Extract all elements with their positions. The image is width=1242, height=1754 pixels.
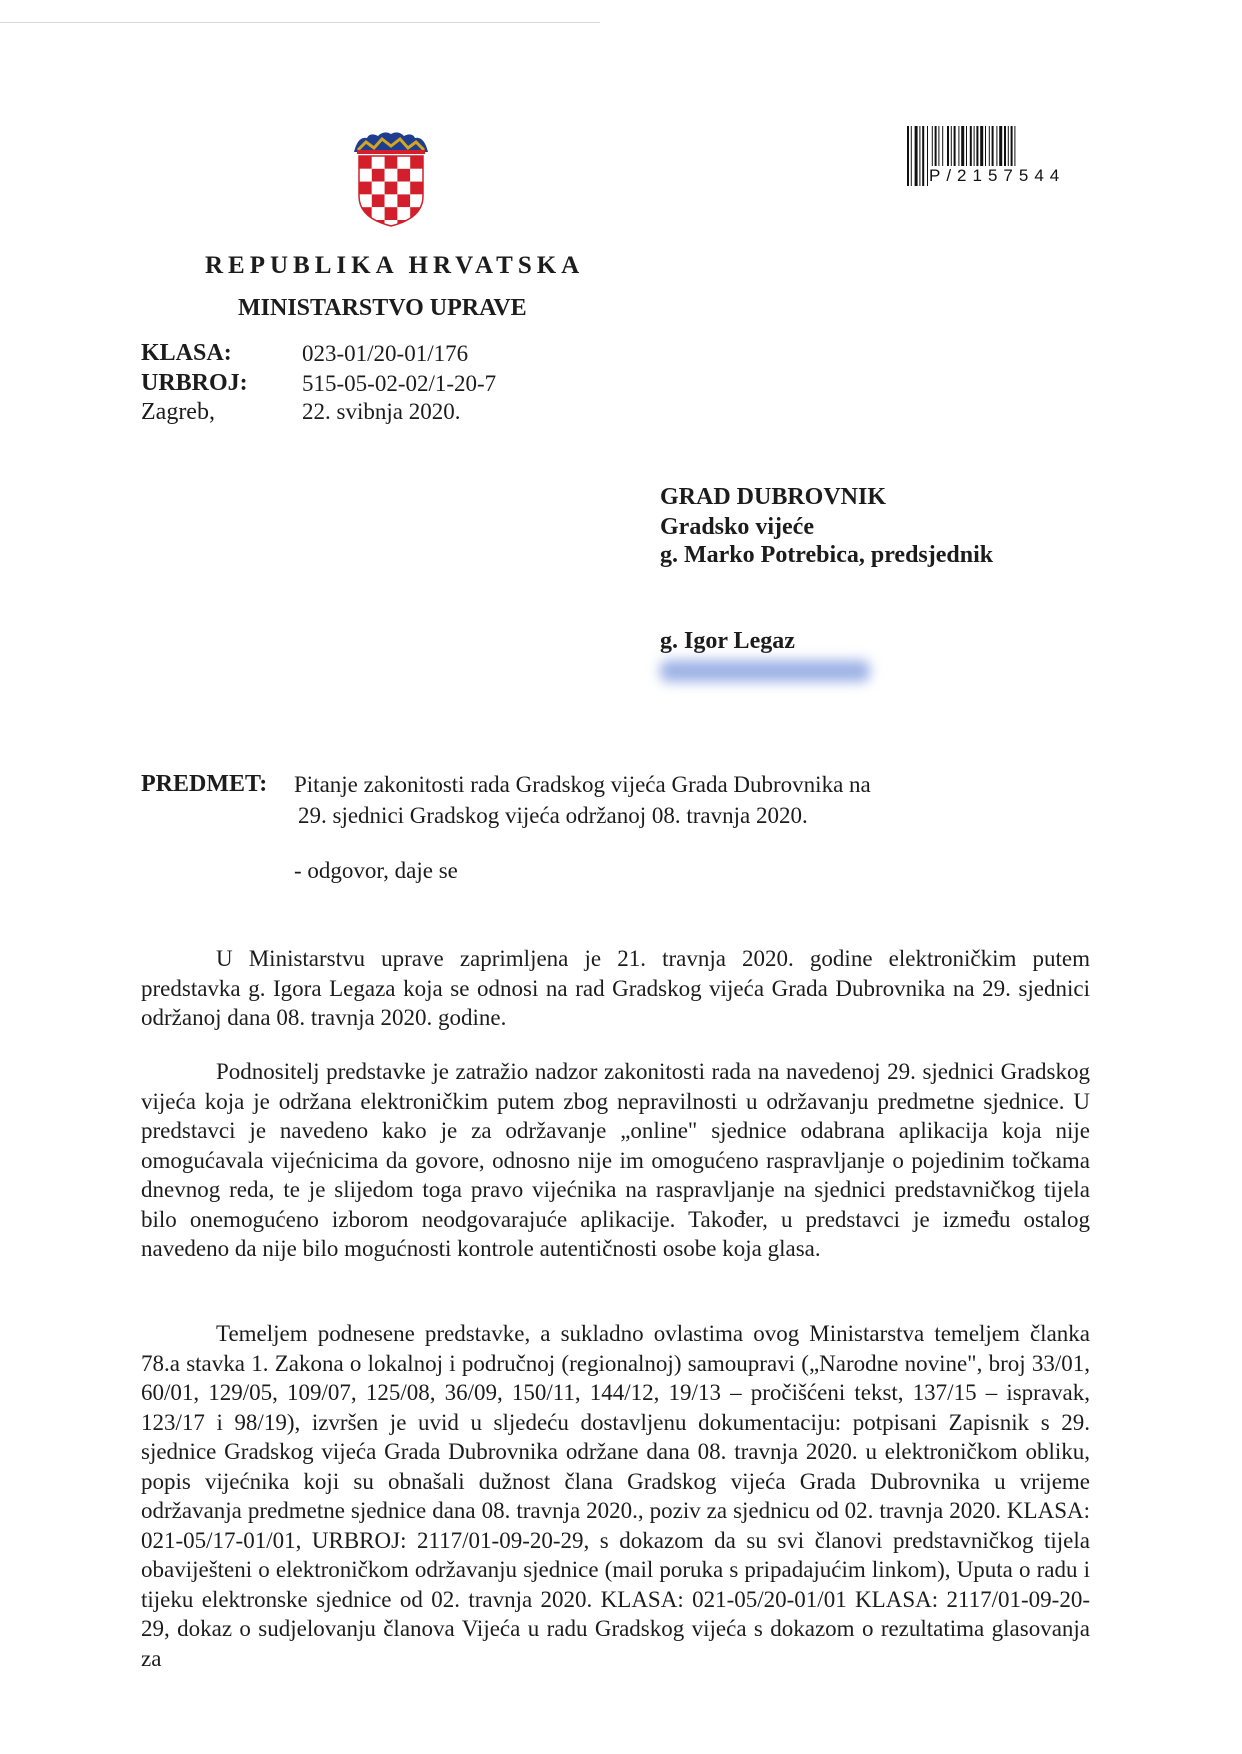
recipient-line-1: GRAD DUBROVNIK [660,484,887,510]
redacted-email [660,660,870,682]
klasa-label: KLASA: [141,340,232,366]
document-barcode [905,126,1119,186]
subject-answer: - odgovor, daje se [294,858,458,883]
urbroj-value: 515-05-02-02/1-20-7 [302,371,497,396]
recipient-line-2: Gradsko vijeće [660,514,814,540]
body-paragraph-3: Temeljem podnesene predstavke, a sukladno ovlastima ovog Ministarstva temeljem članka 78.a stavka 1. Zakona o lokalnoj i područnoj (regionalnoj) samoupravi („Narodne novine", broj 33/01, 60/01, 129/05, 109/07, 125/08, 36/09, 150/11, 144/12, 19/13 – pročišćeni tekst, 137/15 – ispravak, 123/17 i 98/19), izvršen je uvid u sljedeću dostavljenu dokumentaciju: potpisani Zapisnik s 29. sjednice Gradskog vijeća Grada Dubrovnika održane dana 08. travnja 2020. u elektroničkom obliku, popis vijećnika koji su obnašali dužnost člana Gradskog vijeća Grada Dubrovnika u vrijeme održavanja predmetne sjednice dana 08. travnja 2020., poziv za sjednicu od 02. travnja 2020. KLASA: 021-05/17-01/01, URBROJ: 2117/01-09-20-29, s dokazom da su svi članovi predstavničkog tijela obaviješteni o elektroničkom održavanju sjednice (mail poruka s pripadajućim linkom), Uputa o radu i tijeku elektronske sjednice od 02. travnja 2020. KLASA: 021-05/20-01/01 KLASA: 2117/01-09-20-29, dokaz o sudjelovanju članova Vijeća u radu Gradskog vijeća s dokazom o rezultatima glasovanja za [141,1321,1090,1671]
country-heading: REPUBLIKA HRVATSKA [205,252,585,279]
urbroj-label: URBROJ: [141,370,248,396]
croatian-coat-of-arms-icon [350,130,432,228]
subject-label: PREDMET: [141,771,268,797]
body-paragraph-2: Podnositelj predstavke je zatražio nadzor zakonitosti rada na navedenoj 29. sjednici Gradskog vijeća koja je održana elektroničkim putem zbog nepravilnosti u održavanju predmetne sjednice. U predstavci je navedeno kako je za održavanje „online" sjednice odabrana aplikacija koja nije omogućavala vijećnicima da govore, odnosno nije im omogućeno raspravljanje o pojedinim točkama dnevnog reda, te je slijedom toga pravo vijećnika na raspravljanje na sjednici predstavničkog tijela bilo onemogućeno izborom neodgovarajuće aplikacije. Također, u predstavci je između ostalog navedeno da nije bilo mogućnosti kontrole autentičnosti osobe koja glasa. [141,1059,1090,1261]
klasa-value: 023-01/20-01/176 [302,341,469,366]
recipient-line-4: g. Igor Legaz [660,628,795,654]
ministry-heading: MINISTARSTVO UPRAVE [238,295,527,321]
date-value: 22. svibnja 2020. [302,399,461,424]
subject-line-1: Pitanje zakonitosti rada Gradskog vijeća Grada Dubrovnika na [294,772,871,797]
body-paragraph-1: U Ministarstvu uprave zaprimljena je 21. travnja 2020. godine elektroničkim putem predstavka g. Igora Legaza koja se odnosi na rad Gradskog vijeća Grada Dubrovnika na 29. sjednici održanoj dana 08. travnja 2020. godine. [141,946,1090,1030]
place-label: Zagreb, [141,399,215,425]
subject-line-2: 29. sjednici Gradskog vijeća održanoj 08. travnja 2020. [298,803,808,828]
recipient-line-3: g. Marko Potrebica, predsjednik [660,542,994,568]
barcode-number: P/2157544 [929,166,1099,186]
scan-edge-line [0,22,600,23]
